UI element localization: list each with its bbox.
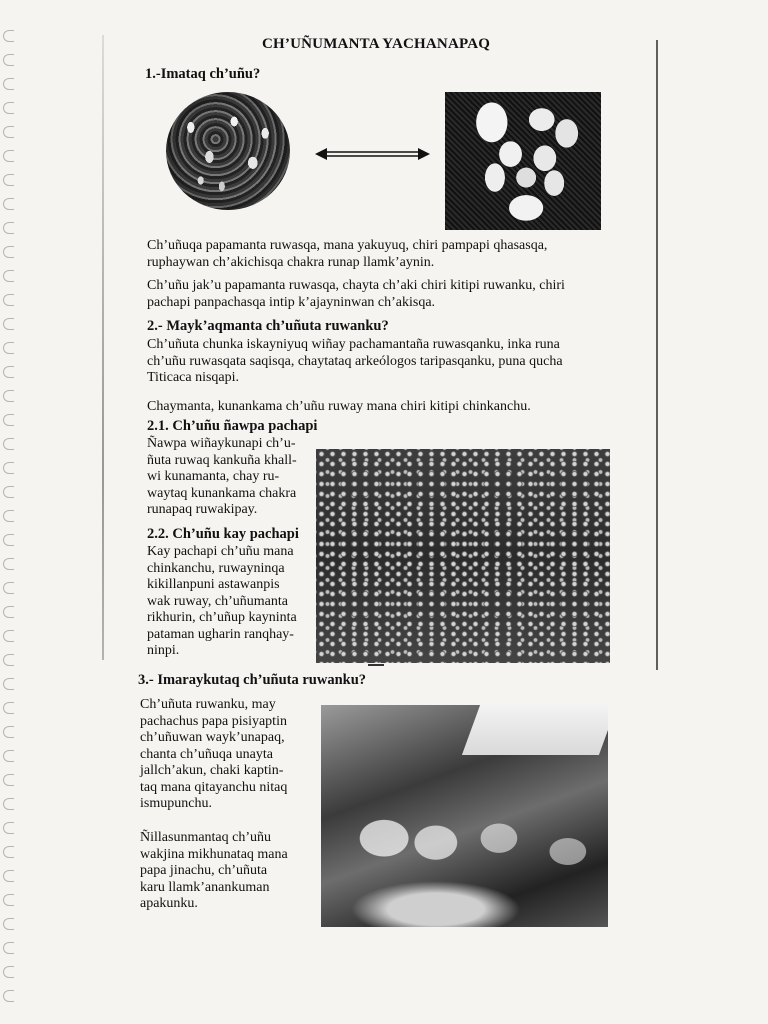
binding-hole xyxy=(3,558,14,570)
chunu-drying-field-photo xyxy=(316,449,610,663)
binding-hole xyxy=(3,342,14,354)
section-1-paragraph-1: Ch’uñuqa papamanta ruwasqa, mana yakuyuq, chiri pampapi qhasasqa, ruphaywan ch’akichisqa chakra runap llamk’aynin. xyxy=(147,238,548,270)
potatoes-photo xyxy=(445,92,601,230)
binding-hole xyxy=(3,486,14,498)
section-3-heading: 3.- Imaraykutaq ch’uñuta ruwanku? xyxy=(138,672,367,688)
spiral-binding xyxy=(0,0,22,1024)
binding-hole xyxy=(3,78,14,90)
binding-hole xyxy=(3,174,14,186)
binding-hole xyxy=(3,270,14,282)
binding-hole xyxy=(3,942,14,954)
binding-hole xyxy=(3,678,14,690)
binding-hole xyxy=(3,918,14,930)
binding-hole xyxy=(3,990,14,1002)
binding-hole xyxy=(3,222,14,234)
binding-hole xyxy=(3,702,14,714)
binding-hole xyxy=(3,726,14,738)
section-1-heading: 1.-Imataq ch’uñu? xyxy=(145,66,261,82)
binding-hole xyxy=(3,846,14,858)
subsection-2-2-heading: 2.2. Ch’uñu kay pachapi xyxy=(147,526,299,542)
binding-hole xyxy=(3,150,14,162)
binding-hole xyxy=(3,606,14,618)
section-2-paragraph-1: Ch’uñuta chunka iskayniyuq wiñay pachamantaña ruwasqanku, inka runa ch’uñu ruwasqata saqisqa, chaytataq arkeólogos taripasqanku, puna qucha Titicaca nisqapi. xyxy=(147,337,563,385)
subsection-2-2-text: Kay pachapi ch’uñu mana chinkanchu, ruwayninqa kikillanpuni astawanpis wak ruway, ch’uñumanta rikhurin, ch’uñup kayninta pataman ugharin ranqhay- ninpi. xyxy=(147,544,297,658)
binding-hole xyxy=(3,654,14,666)
section-2-paragraph-2: Chaymanta, kunankama ch’uñu ruway mana chiri kitipi chinkanchu. xyxy=(147,399,531,414)
dash-mark xyxy=(368,664,384,666)
binding-hole xyxy=(3,510,14,522)
binding-hole xyxy=(3,534,14,546)
binding-hole xyxy=(3,246,14,258)
binding-hole xyxy=(3,750,14,762)
binding-hole xyxy=(3,894,14,906)
double-arrow-icon xyxy=(315,148,430,160)
binding-hole xyxy=(3,438,14,450)
subsection-2-1-heading: 2.1. Ch’uñu ñawpa pachapi xyxy=(147,418,318,434)
binding-hole xyxy=(3,54,14,66)
binding-hole xyxy=(3,294,14,306)
section-3-paragraph-2: Ñillasunmantaq ch’uñu wakjina mikhunataq mana papa jinachu, ch’uñuta karu llamk’anankuman apakunku. xyxy=(140,830,288,911)
binding-hole xyxy=(3,366,14,378)
binding-hole xyxy=(3,414,14,426)
binding-hole xyxy=(3,798,14,810)
page-title: CH’UÑUMANTA YACHANAPAQ xyxy=(262,36,491,52)
binding-hole xyxy=(3,582,14,594)
left-margin-line xyxy=(102,35,104,660)
binding-hole xyxy=(3,630,14,642)
binding-hole xyxy=(3,870,14,882)
binding-hole xyxy=(3,462,14,474)
section-1-paragraph-2: Ch’uñu jak’u papamanta ruwasqa, chayta ch’aki chiri kitipi ruwanku, chiri pachapi panpachasqa intip k’ajayninwan ch’akisqa. xyxy=(147,278,565,310)
subsection-2-1-text: Ñawpa wiñaykunapi ch’u- ñuta ruwaq kankuña khall- wi kunamanta, chay ru- waytaq kunankama chakra runapaq ruwakipay. xyxy=(147,436,297,517)
binding-hole xyxy=(3,198,14,210)
binding-hole xyxy=(3,774,14,786)
binding-hole xyxy=(3,966,14,978)
right-margin-line xyxy=(656,40,658,670)
binding-hole xyxy=(3,30,14,42)
binding-hole xyxy=(3,822,14,834)
binding-hole xyxy=(3,390,14,402)
binding-hole xyxy=(3,318,14,330)
section-2-heading: 2.- Mayk’aqmanta ch’uñuta ruwanku? xyxy=(147,318,389,334)
binding-hole xyxy=(3,102,14,114)
chunu-closeup-photo xyxy=(166,92,290,210)
hands-sorting-chunu-photo xyxy=(321,705,608,927)
section-3-paragraph-1: Ch’uñuta ruwanku, may pachachus papa pisiyaptin ch’uñuwan wayk’unapaq, chanta ch’uñuqa unayta jallch’akun, chaki kaptin- taq mana qitayanchu nitaq ismupunchu. xyxy=(140,697,288,811)
binding-hole xyxy=(3,126,14,138)
